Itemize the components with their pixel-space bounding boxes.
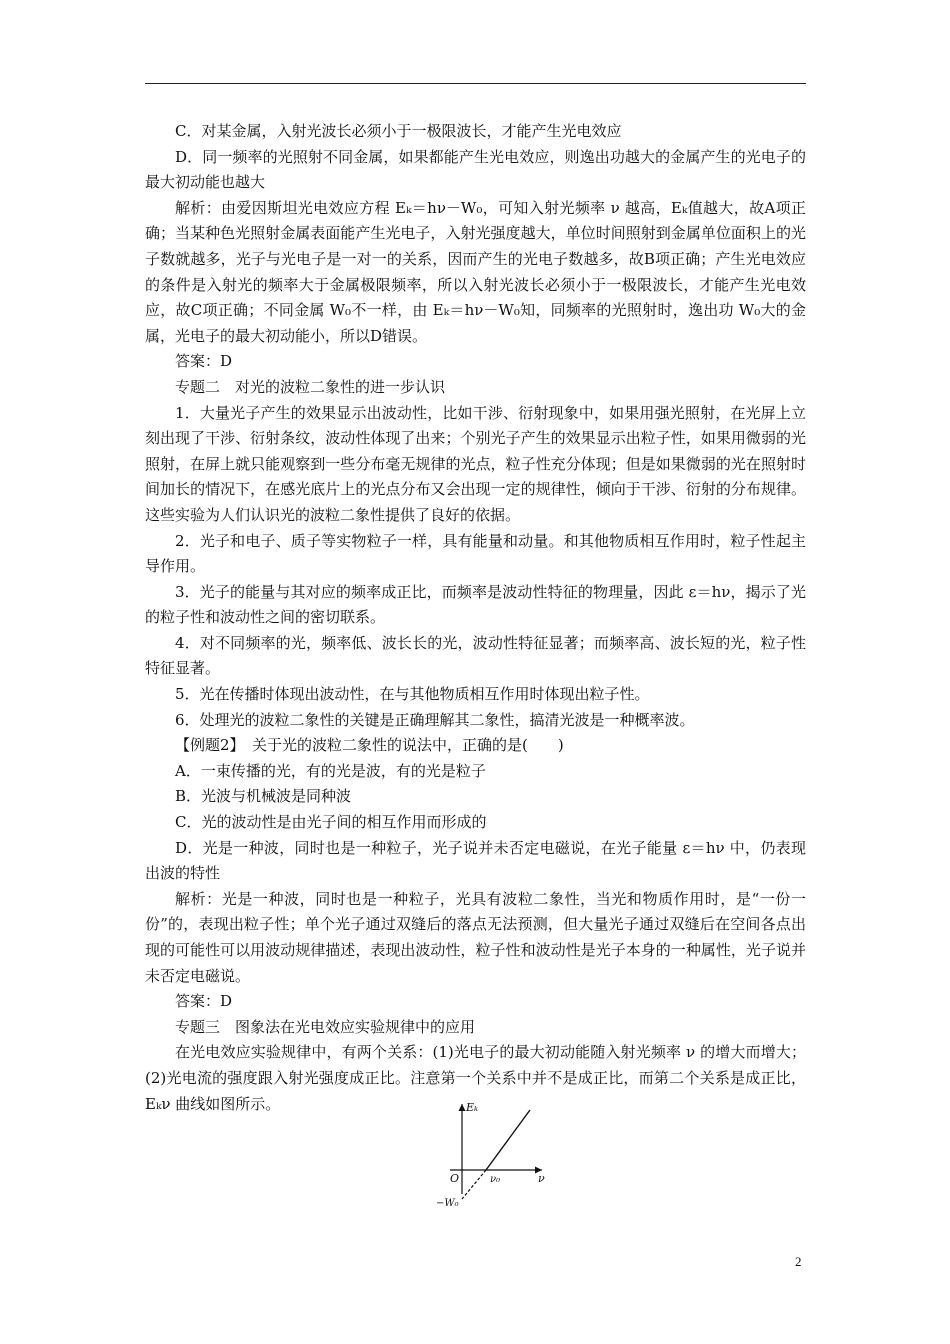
answer-2: 答案：D [175,992,233,1011]
point-5: 5．光在传播时体现出波动性，在与其他物质相互作用时体现出粒子性。 [175,685,650,704]
point-4: 4．对不同频率的光，频率低、波长长的光，波动性特征显著；而频率高、波长短的光，粒子性特征显著。 [145,633,806,678]
point-3: 3．光子的能量与其对应的频率成正比，而频率是波动性特征的物理量，因此 ε＝hν，揭示了光的粒子性和波动性之间的密切联系。 [145,582,806,627]
ek-nu-graph [420,1098,560,1208]
example-2-question: 【例题2】 关于光的波粒二象性的说法中，正确的是( ) [175,736,564,755]
point-6: 6．处理光的波粒二象性的关键是正确理解其二象性，搞清光波是一种概率波。 [175,710,695,729]
ek-line [486,1110,530,1170]
option-c: C．对某金属，入射光波长必须小于一极限波长，才能产生光电效应 [175,122,622,140]
topic-3-body: 在光电效应实验规律中，有两个关系：(1)光电子的最大初动能随入射光频率 ν 的增大而增大；(2)光电流的强度跟入射光强度成正比。注意第一个关系中并不是成正比，而第二个关系是成正比，Eₖν 曲线如图所示。 [145,1043,806,1113]
answer-1: 答案：D [175,352,233,371]
analysis-2: 解析：光是一种波，同时也是一种粒子，光具有波粒二象性，当光和物质作用时，是“一份一份”的，表现出粒子性；单个光子通过双缝后的落点无法预测，但大量光子通过双缝后在空间各点出现的可能性可以用波动规律描述，表现出波动性，粒子性和波动性是光子本身的一种属性，光子说并未否定电磁说。 [145,889,806,985]
origin-label: O [450,1172,460,1185]
option-d: D．同一频率的光照射不同金属，如果都能产生光电效应，则逸出功越大的金属产生的光电子的最大初动能也越大 [145,147,806,192]
x-axis-label: ν [538,1172,545,1185]
analysis-1: 解析：由爱因斯坦光电效应方程 Eₖ＝hν－W₀，可知入射光频率 ν 越高，Eₖ值越大，故A项正确；当某种色光照射金属表面能产生光电子，入射光强度越大，单位时间照射到金属单位面积上的光子数就越多，光子与光电子是一对一的关系，因而产生的光电子数越多，故B项正确；产生光电效应的条件是入射光的频率大于金属极限频率，所以入射光波长必须小于一极限波长，才能产生光电效应，故C项正确；不同金属 W₀不一样，由 Eₖ＝hν－W₀知，同频率的光照射时，逸出功 W₀大的金属，光电子的最大初动能小，所以D错误。 [145,198,806,345]
document-body [145,119,806,1117]
topic-2-heading: 专题二 对光的波粒二象性的进一步认识 [175,377,446,396]
point-1: 1．大量光子产生的效果显示出波动性，比如干涉、衍射现象中，如果用强光照射，在光屏上立刻出现了干涉、衍射条纹，波动性体现了出来；个别光子产生的效果显示出粒子性，如果用微弱的光照射，在屏上就只能观察到一些分布毫无规律的光点，粒子性充分体现；但是如果微弱的光在照射时间加长的情况下，在感光底片上的光点分布又会出现一定的规律性，倾向于干涉、衍射的分布规律。这些实验为人们认识光的波粒二象性提供了良好的依据。 [145,403,806,524]
point-2: 2．光子和电子、质子等实物粒子一样，具有能量和动量。和其他物质相互作用时，粒子性起主导作用。 [145,531,806,576]
example-2-option-c: C．光的波动性是由光子间的相互作用而形成的 [175,813,487,832]
page-number: 2 [795,1254,802,1269]
example-2-option-a: A．一束传播的光，有的光是波，有的光是粒子 [175,761,486,780]
negative-intercept-label: −W₀ [436,1198,459,1208]
example-2-option-b: B．光波与机械波是同种波 [175,787,352,806]
ek-line-extension [462,1170,486,1199]
y-axis-label: Eₖ [466,1101,479,1114]
header-rule [145,83,806,84]
intercept-label: ν₀ [490,1174,501,1185]
example-2-option-d: D．光是一种波，同时也是一种粒子，光子说并未否定电磁说，在光子能量 ε＝hν 中，仍表现出波的特性 [145,838,806,883]
topic-3-heading: 专题三 图象法在光电效应实验规律中的应用 [175,1017,476,1036]
